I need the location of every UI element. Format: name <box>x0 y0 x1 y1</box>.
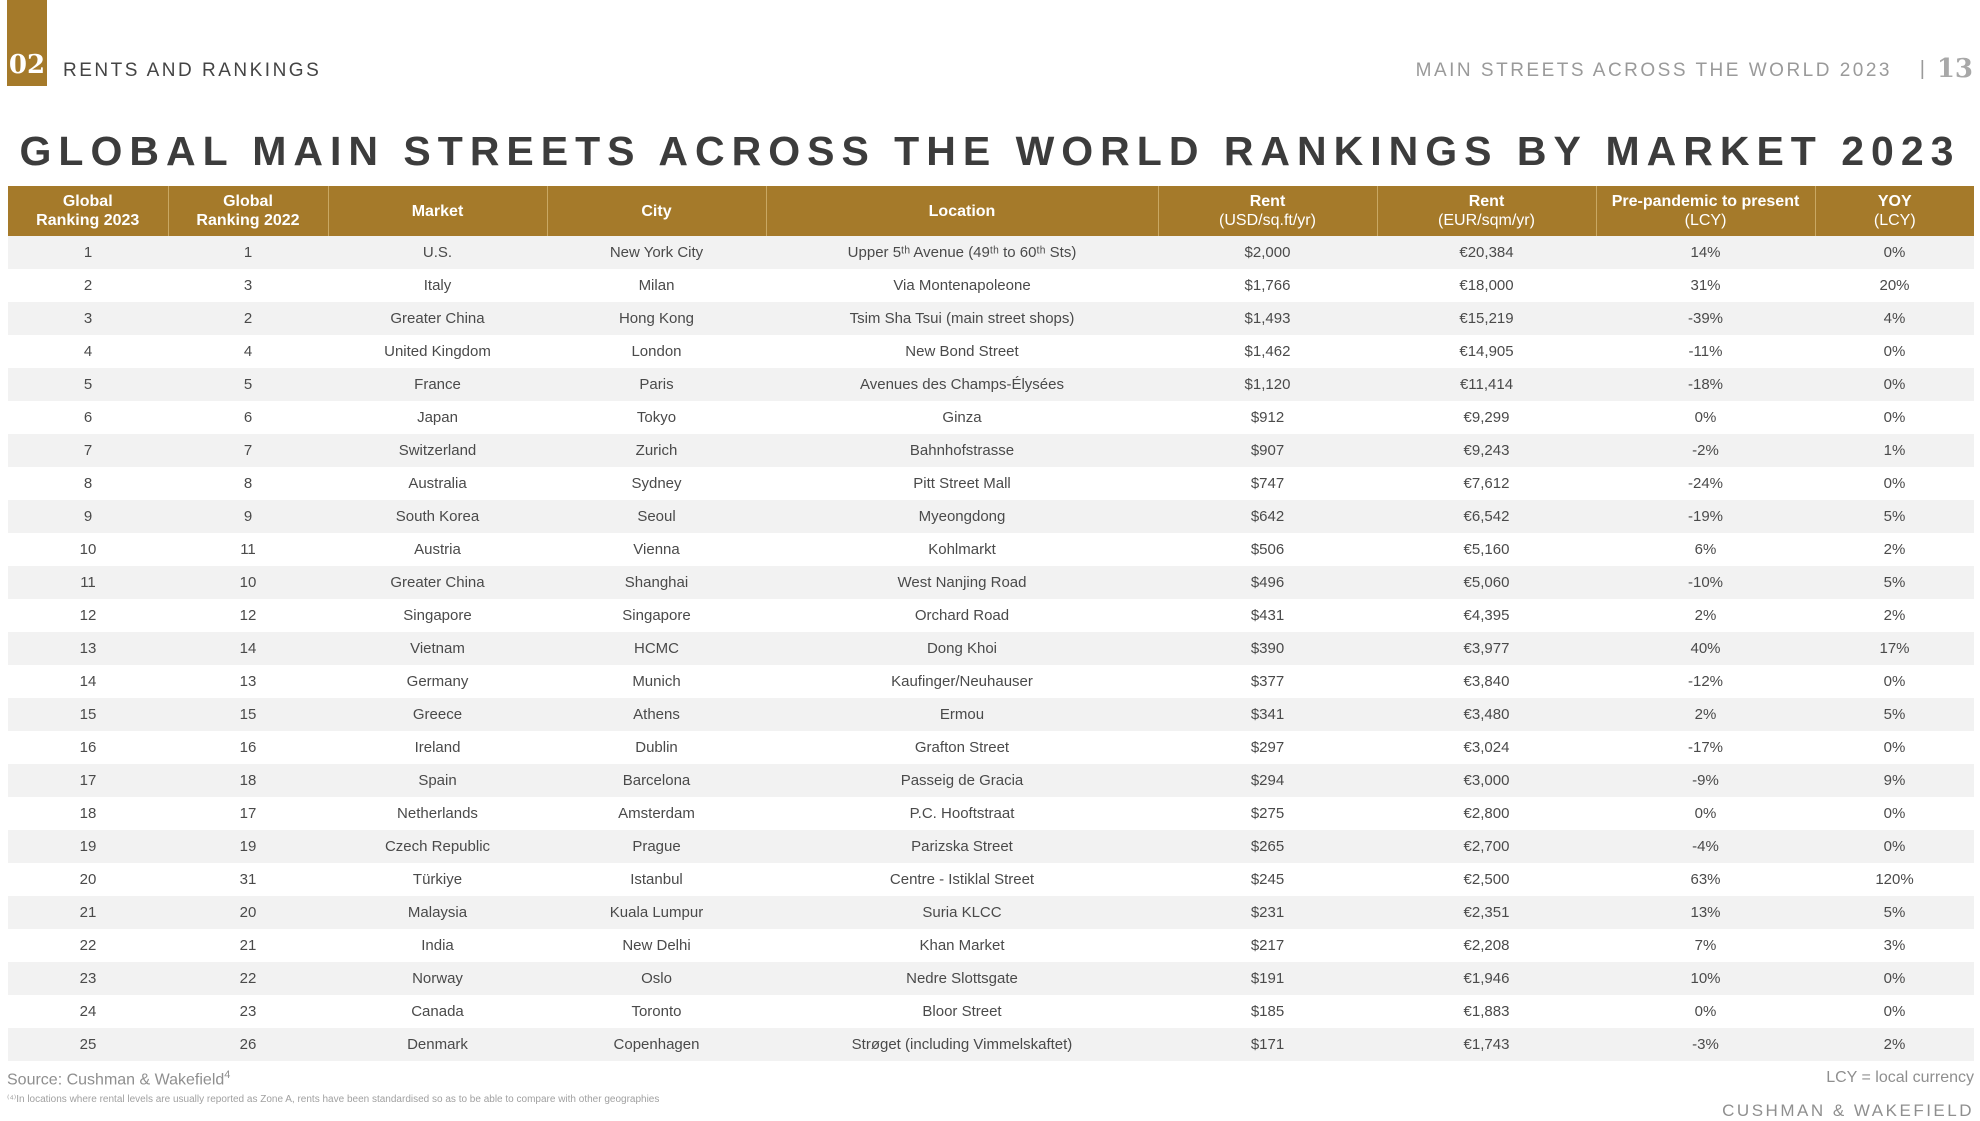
table-row <box>8 467 1974 500</box>
column-header-label: Global <box>62 193 113 210</box>
table-cell: 19 <box>8 830 168 863</box>
table-cell: Greater China <box>328 566 547 599</box>
table-cell: Vietnam <box>328 632 547 665</box>
table-cell: $1,120 <box>1158 368 1377 401</box>
table-cell: 0% <box>1815 467 1974 500</box>
table-cell: 120% <box>1815 863 1974 896</box>
table-cell: United Kingdom <box>328 335 547 368</box>
table-cell: 14 <box>8 665 168 698</box>
table-cell: Ginza <box>766 401 1158 434</box>
page-number: 13 <box>1936 54 1973 84</box>
table-cell: 9% <box>1815 764 1974 797</box>
table-cell: €9,299 <box>1377 401 1596 434</box>
table-cell: -39% <box>1596 302 1815 335</box>
table-cell: Istanbul <box>547 863 766 896</box>
table-cell: 9 <box>168 500 328 533</box>
table-cell: London <box>547 335 766 368</box>
table-cell: 2 <box>168 302 328 335</box>
table-cell: Avenues des Champs-Élysées <box>766 368 1158 401</box>
table-row <box>8 533 1974 566</box>
table-cell: 0% <box>1815 368 1974 401</box>
table-cell: Via Montenapoleone <box>766 269 1158 302</box>
section-title: RENTS AND RANKINGS <box>63 60 322 81</box>
table-cell: Italy <box>328 269 547 302</box>
table-cell: Vienna <box>547 533 766 566</box>
table-cell: 0% <box>1815 962 1974 995</box>
table-cell: 5 <box>8 368 168 401</box>
table-cell: €7,612 <box>1377 467 1596 500</box>
table-cell: 1 <box>168 236 328 269</box>
table-cell: Netherlands <box>328 797 547 830</box>
table-cell: €3,977 <box>1377 632 1596 665</box>
table-cell: 1% <box>1815 434 1974 467</box>
column-header-label: Pre-pandemic to present <box>1611 193 1800 210</box>
table-cell: 19 <box>168 830 328 863</box>
table-cell: 5% <box>1815 500 1974 533</box>
table-cell: Kuala Lumpur <box>547 896 766 929</box>
table-cell: 2% <box>1815 599 1974 632</box>
table-cell: 7 <box>8 434 168 467</box>
table-cell: Spain <box>328 764 547 797</box>
table-cell: 13% <box>1596 896 1815 929</box>
table-cell: 2% <box>1815 533 1974 566</box>
table-cell: $377 <box>1158 665 1377 698</box>
table-cell: Australia <box>328 467 547 500</box>
table-cell: 2 <box>8 269 168 302</box>
table-row <box>8 269 1974 302</box>
table-cell: €3,840 <box>1377 665 1596 698</box>
column-header-label: YOY <box>1877 193 1912 210</box>
table-cell: Grafton Street <box>766 731 1158 764</box>
table-cell: 4% <box>1815 302 1974 335</box>
table-cell: 24 <box>8 995 168 1028</box>
table-cell: Pitt Street Mall <box>766 467 1158 500</box>
column-header-label: Market <box>411 202 464 220</box>
table-row <box>8 632 1974 665</box>
table-cell: 23 <box>168 995 328 1028</box>
table-row <box>8 599 1974 632</box>
table-cell: $185 <box>1158 995 1377 1028</box>
column-header-label: Rent <box>1468 193 1505 210</box>
table-cell: 13 <box>8 632 168 665</box>
table-row <box>8 302 1974 335</box>
table-cell: 3 <box>8 302 168 335</box>
table-cell: Upper 5ᵗʰ Avenue (49ᵗʰ to 60ᵗʰ Sts) <box>766 236 1158 269</box>
rankings-table <box>8 186 1974 1061</box>
table-cell: Greece <box>328 698 547 731</box>
table-cell: 13 <box>168 665 328 698</box>
table-cell: Centre - Istiklal Street <box>766 863 1158 896</box>
table-cell: $171 <box>1158 1028 1377 1061</box>
table-cell: 18 <box>8 797 168 830</box>
table-cell: -19% <box>1596 500 1815 533</box>
table-cell: 2% <box>1596 599 1815 632</box>
table-cell: -24% <box>1596 467 1815 500</box>
table-row <box>8 434 1974 467</box>
table-cell: Singapore <box>328 599 547 632</box>
table-cell: 14 <box>168 632 328 665</box>
table-cell: 0% <box>1815 665 1974 698</box>
table-row <box>8 995 1974 1028</box>
table-cell: €18,000 <box>1377 269 1596 302</box>
table-cell: €5,160 <box>1377 533 1596 566</box>
table-cell: 23 <box>8 962 168 995</box>
column-header-label: Location <box>928 202 996 220</box>
table-cell: 17 <box>168 797 328 830</box>
table-cell: Parizska Street <box>766 830 1158 863</box>
table-cell: 9 <box>8 500 168 533</box>
lcy-note: LCY = local currency <box>1826 1069 1974 1086</box>
table-cell: $275 <box>1158 797 1377 830</box>
table-cell: -11% <box>1596 335 1815 368</box>
table-cell: 21 <box>8 896 168 929</box>
table-cell: 0% <box>1815 401 1974 434</box>
table-cell: Bahnhofstrasse <box>766 434 1158 467</box>
table-cell: 0% <box>1815 797 1974 830</box>
table-cell: $907 <box>1158 434 1377 467</box>
table-cell: 10 <box>168 566 328 599</box>
table-cell: 3 <box>168 269 328 302</box>
table-cell: €2,800 <box>1377 797 1596 830</box>
table-cell: -18% <box>1596 368 1815 401</box>
table-cell: 20 <box>8 863 168 896</box>
table-cell: €14,905 <box>1377 335 1596 368</box>
table-cell: Canada <box>328 995 547 1028</box>
table-cell: €2,351 <box>1377 896 1596 929</box>
column-header-sublabel: Ranking 2022 <box>196 212 300 229</box>
table-cell: 0% <box>1815 335 1974 368</box>
table-cell: Czech Republic <box>328 830 547 863</box>
column-header <box>8 186 168 236</box>
table-cell: 22 <box>168 962 328 995</box>
table-cell: 21 <box>168 929 328 962</box>
table-cell: 7% <box>1596 929 1815 962</box>
table-cell: Passeig de Gracia <box>766 764 1158 797</box>
table-row <box>8 896 1974 929</box>
footnote: ⁽⁴⁾In locations where rental levels are usually reported as Zone A, rents have been standardised so as to be able to compare with other geographies <box>7 1094 660 1105</box>
table-cell: 4 <box>168 335 328 368</box>
brand-logo-text: CUSHMAN & WAKEFIELD <box>1722 1101 1974 1120</box>
table-cell: 22 <box>8 929 168 962</box>
table-cell: $506 <box>1158 533 1377 566</box>
table-cell: 5% <box>1815 566 1974 599</box>
table-cell: Barcelona <box>547 764 766 797</box>
table-cell: Sydney <box>547 467 766 500</box>
table-cell: Austria <box>328 533 547 566</box>
table-cell: 31 <box>168 863 328 896</box>
table-cell: 1 <box>8 236 168 269</box>
table-cell: Copenhagen <box>547 1028 766 1061</box>
table-cell: 18 <box>168 764 328 797</box>
table-cell: $2,000 <box>1158 236 1377 269</box>
table-cell: 17 <box>8 764 168 797</box>
table-row <box>8 368 1974 401</box>
table-cell: Hong Kong <box>547 302 766 335</box>
table-cell: €5,060 <box>1377 566 1596 599</box>
table-cell: -12% <box>1596 665 1815 698</box>
table-cell: Zurich <box>547 434 766 467</box>
table-cell: HCMC <box>547 632 766 665</box>
table-row <box>8 236 1974 269</box>
table-cell: $1,462 <box>1158 335 1377 368</box>
table-cell: $341 <box>1158 698 1377 731</box>
table-row <box>8 665 1974 698</box>
table-cell: Paris <box>547 368 766 401</box>
table-row <box>8 401 1974 434</box>
table-cell: -3% <box>1596 1028 1815 1061</box>
table-cell: 6% <box>1596 533 1815 566</box>
table-cell: $245 <box>1158 863 1377 896</box>
table-cell: 20% <box>1815 269 1974 302</box>
table-row <box>8 500 1974 533</box>
table-cell: Nedre Slottsgate <box>766 962 1158 995</box>
table-row <box>8 962 1974 995</box>
column-header <box>328 186 547 236</box>
table-cell: France <box>328 368 547 401</box>
table-cell: India <box>328 929 547 962</box>
table-cell: -17% <box>1596 731 1815 764</box>
table-row <box>8 830 1974 863</box>
table-cell: $191 <box>1158 962 1377 995</box>
table-cell: 14% <box>1596 236 1815 269</box>
table-cell: South Korea <box>328 500 547 533</box>
table-cell: U.S. <box>328 236 547 269</box>
table-cell: 2% <box>1596 698 1815 731</box>
table-cell: 20 <box>168 896 328 929</box>
table-cell: Orchard Road <box>766 599 1158 632</box>
table-cell: 0% <box>1815 830 1974 863</box>
table-cell: 12 <box>8 599 168 632</box>
table-cell: 0% <box>1596 401 1815 434</box>
table-cell: Seoul <box>547 500 766 533</box>
table-cell: 8 <box>8 467 168 500</box>
section-number-tag: 02 <box>7 0 47 86</box>
table-cell: -4% <box>1596 830 1815 863</box>
table-cell: Toronto <box>547 995 766 1028</box>
table-row <box>8 566 1974 599</box>
table-cell: $642 <box>1158 500 1377 533</box>
table-cell: 11 <box>168 533 328 566</box>
column-header-label: Global <box>223 193 273 210</box>
table-cell: Germany <box>328 665 547 698</box>
column-header-sublabel: Ranking 2023 <box>36 212 140 229</box>
table-cell: 12 <box>168 599 328 632</box>
table-cell: Malaysia <box>328 896 547 929</box>
table-cell: €3,480 <box>1377 698 1596 731</box>
table-cell: 11 <box>8 566 168 599</box>
column-header-sublabel: (LCY) <box>1684 212 1727 229</box>
table-row <box>8 863 1974 896</box>
source-note <box>7 1069 230 1089</box>
table-cell: Strøget (including Vimmelskaftet) <box>766 1028 1158 1061</box>
table-cell: Oslo <box>547 962 766 995</box>
table-cell: 4 <box>8 335 168 368</box>
table-body <box>8 236 1974 1061</box>
table-cell: Dublin <box>547 731 766 764</box>
table-row <box>8 929 1974 962</box>
table-cell: 0% <box>1596 797 1815 830</box>
table-cell: $747 <box>1158 467 1377 500</box>
table-cell: Singapore <box>547 599 766 632</box>
table-cell: New Delhi <box>547 929 766 962</box>
table-header-row <box>8 186 1974 236</box>
table-cell: €3,024 <box>1377 731 1596 764</box>
table-cell: €6,542 <box>1377 500 1596 533</box>
table-cell: Tokyo <box>547 401 766 434</box>
table-cell: €1,946 <box>1377 962 1596 995</box>
table-row <box>8 698 1974 731</box>
table-cell: $231 <box>1158 896 1377 929</box>
table-cell: 7 <box>168 434 328 467</box>
table-cell: $431 <box>1158 599 1377 632</box>
table-cell: €9,243 <box>1377 434 1596 467</box>
table-cell: 16 <box>8 731 168 764</box>
table-cell: 2% <box>1815 1028 1974 1061</box>
table-cell: Switzerland <box>328 434 547 467</box>
table-cell: Greater China <box>328 302 547 335</box>
table-cell: 25 <box>8 1028 168 1061</box>
table-cell: Tsim Sha Tsui (main street shops) <box>766 302 1158 335</box>
table-cell: New Bond Street <box>766 335 1158 368</box>
table-cell: 3% <box>1815 929 1974 962</box>
table-cell: €2,208 <box>1377 929 1596 962</box>
table-cell: Amsterdam <box>547 797 766 830</box>
table-cell: €15,219 <box>1377 302 1596 335</box>
table-cell: 5% <box>1815 698 1974 731</box>
table-cell: $390 <box>1158 632 1377 665</box>
table-cell: $912 <box>1158 401 1377 434</box>
table-cell: Athens <box>547 698 766 731</box>
column-header-sublabel: (USD/sq.ft/yr) <box>1219 212 1316 229</box>
table-cell: €2,700 <box>1377 830 1596 863</box>
table-cell: 5% <box>1815 896 1974 929</box>
table-cell: $294 <box>1158 764 1377 797</box>
table-cell: 10% <box>1596 962 1815 995</box>
table-cell: 6 <box>8 401 168 434</box>
table-cell: €20,384 <box>1377 236 1596 269</box>
column-header <box>168 186 328 236</box>
column-header-sublabel: (LCY) <box>1873 212 1916 229</box>
table-cell: -2% <box>1596 434 1815 467</box>
table-cell: 0% <box>1815 731 1974 764</box>
table-cell: -9% <box>1596 764 1815 797</box>
table-cell: $217 <box>1158 929 1377 962</box>
table-cell: 8 <box>168 467 328 500</box>
table-cell: €2,500 <box>1377 863 1596 896</box>
table-cell: $265 <box>1158 830 1377 863</box>
table-cell: Kohlmarkt <box>766 533 1158 566</box>
table-cell: Myeongdong <box>766 500 1158 533</box>
table-cell: 26 <box>168 1028 328 1061</box>
column-header-label: City <box>641 202 672 220</box>
source-ref: 4 <box>224 1069 231 1081</box>
table-cell: Munich <box>547 665 766 698</box>
table-cell: Ermou <box>766 698 1158 731</box>
table-cell: 40% <box>1596 632 1815 665</box>
table-cell: -10% <box>1596 566 1815 599</box>
table-cell: 0% <box>1815 995 1974 1028</box>
table-row <box>8 731 1974 764</box>
column-header <box>1596 186 1815 236</box>
table-cell: 10 <box>8 533 168 566</box>
header-divider: | <box>1919 58 1925 80</box>
column-header <box>547 186 766 236</box>
column-header <box>766 186 1158 236</box>
table-cell: €1,743 <box>1377 1028 1596 1061</box>
table-cell: Türkiye <box>328 863 547 896</box>
table-cell: 15 <box>168 698 328 731</box>
table-row <box>8 764 1974 797</box>
table-row <box>8 1028 1974 1061</box>
source-text: Source: Cushman & Wakefield <box>7 1071 225 1089</box>
table-cell: €11,414 <box>1377 368 1596 401</box>
table-cell: €3,000 <box>1377 764 1596 797</box>
column-header-label: Rent <box>1249 193 1286 210</box>
table-cell: Prague <box>547 830 766 863</box>
table-cell: 17% <box>1815 632 1974 665</box>
table-cell: 31% <box>1596 269 1815 302</box>
table-cell: Bloor Street <box>766 995 1158 1028</box>
table-cell: 0% <box>1596 995 1815 1028</box>
table-cell: $1,493 <box>1158 302 1377 335</box>
table-row <box>8 335 1974 368</box>
table-cell: 5 <box>168 368 328 401</box>
table-cell: 15 <box>8 698 168 731</box>
table-cell: Khan Market <box>766 929 1158 962</box>
table-cell: 0% <box>1815 236 1974 269</box>
column-header <box>1815 186 1974 236</box>
table-cell: Denmark <box>328 1028 547 1061</box>
table-cell: 6 <box>168 401 328 434</box>
table-cell: P.C. Hooftstraat <box>766 797 1158 830</box>
table-cell: $1,766 <box>1158 269 1377 302</box>
table-cell: Norway <box>328 962 547 995</box>
column-header <box>1377 186 1596 236</box>
table-cell: €1,883 <box>1377 995 1596 1028</box>
table-cell: Kaufinger/Neuhauser <box>766 665 1158 698</box>
table-cell: New York City <box>547 236 766 269</box>
table-row <box>8 797 1974 830</box>
table-cell: Milan <box>547 269 766 302</box>
table-cell: Japan <box>328 401 547 434</box>
table-cell: West Nanjing Road <box>766 566 1158 599</box>
table-cell: Suria KLCC <box>766 896 1158 929</box>
table-cell: 16 <box>168 731 328 764</box>
column-header-sublabel: (EUR/sqm/yr) <box>1438 212 1535 229</box>
table-cell: Dong Khoi <box>766 632 1158 665</box>
table-cell: $297 <box>1158 731 1377 764</box>
table-cell: €4,395 <box>1377 599 1596 632</box>
document-title: MAIN STREETS ACROSS THE WORLD 2023 <box>1415 60 1892 81</box>
column-header <box>1158 186 1377 236</box>
table-cell: $496 <box>1158 566 1377 599</box>
table-cell: Shanghai <box>547 566 766 599</box>
table-cell: 63% <box>1596 863 1815 896</box>
table-cell: Ireland <box>328 731 547 764</box>
page-title: GLOBAL MAIN STREETS ACROSS THE WORLD RANKINGS BY MARKET 2023 <box>19 128 1961 174</box>
